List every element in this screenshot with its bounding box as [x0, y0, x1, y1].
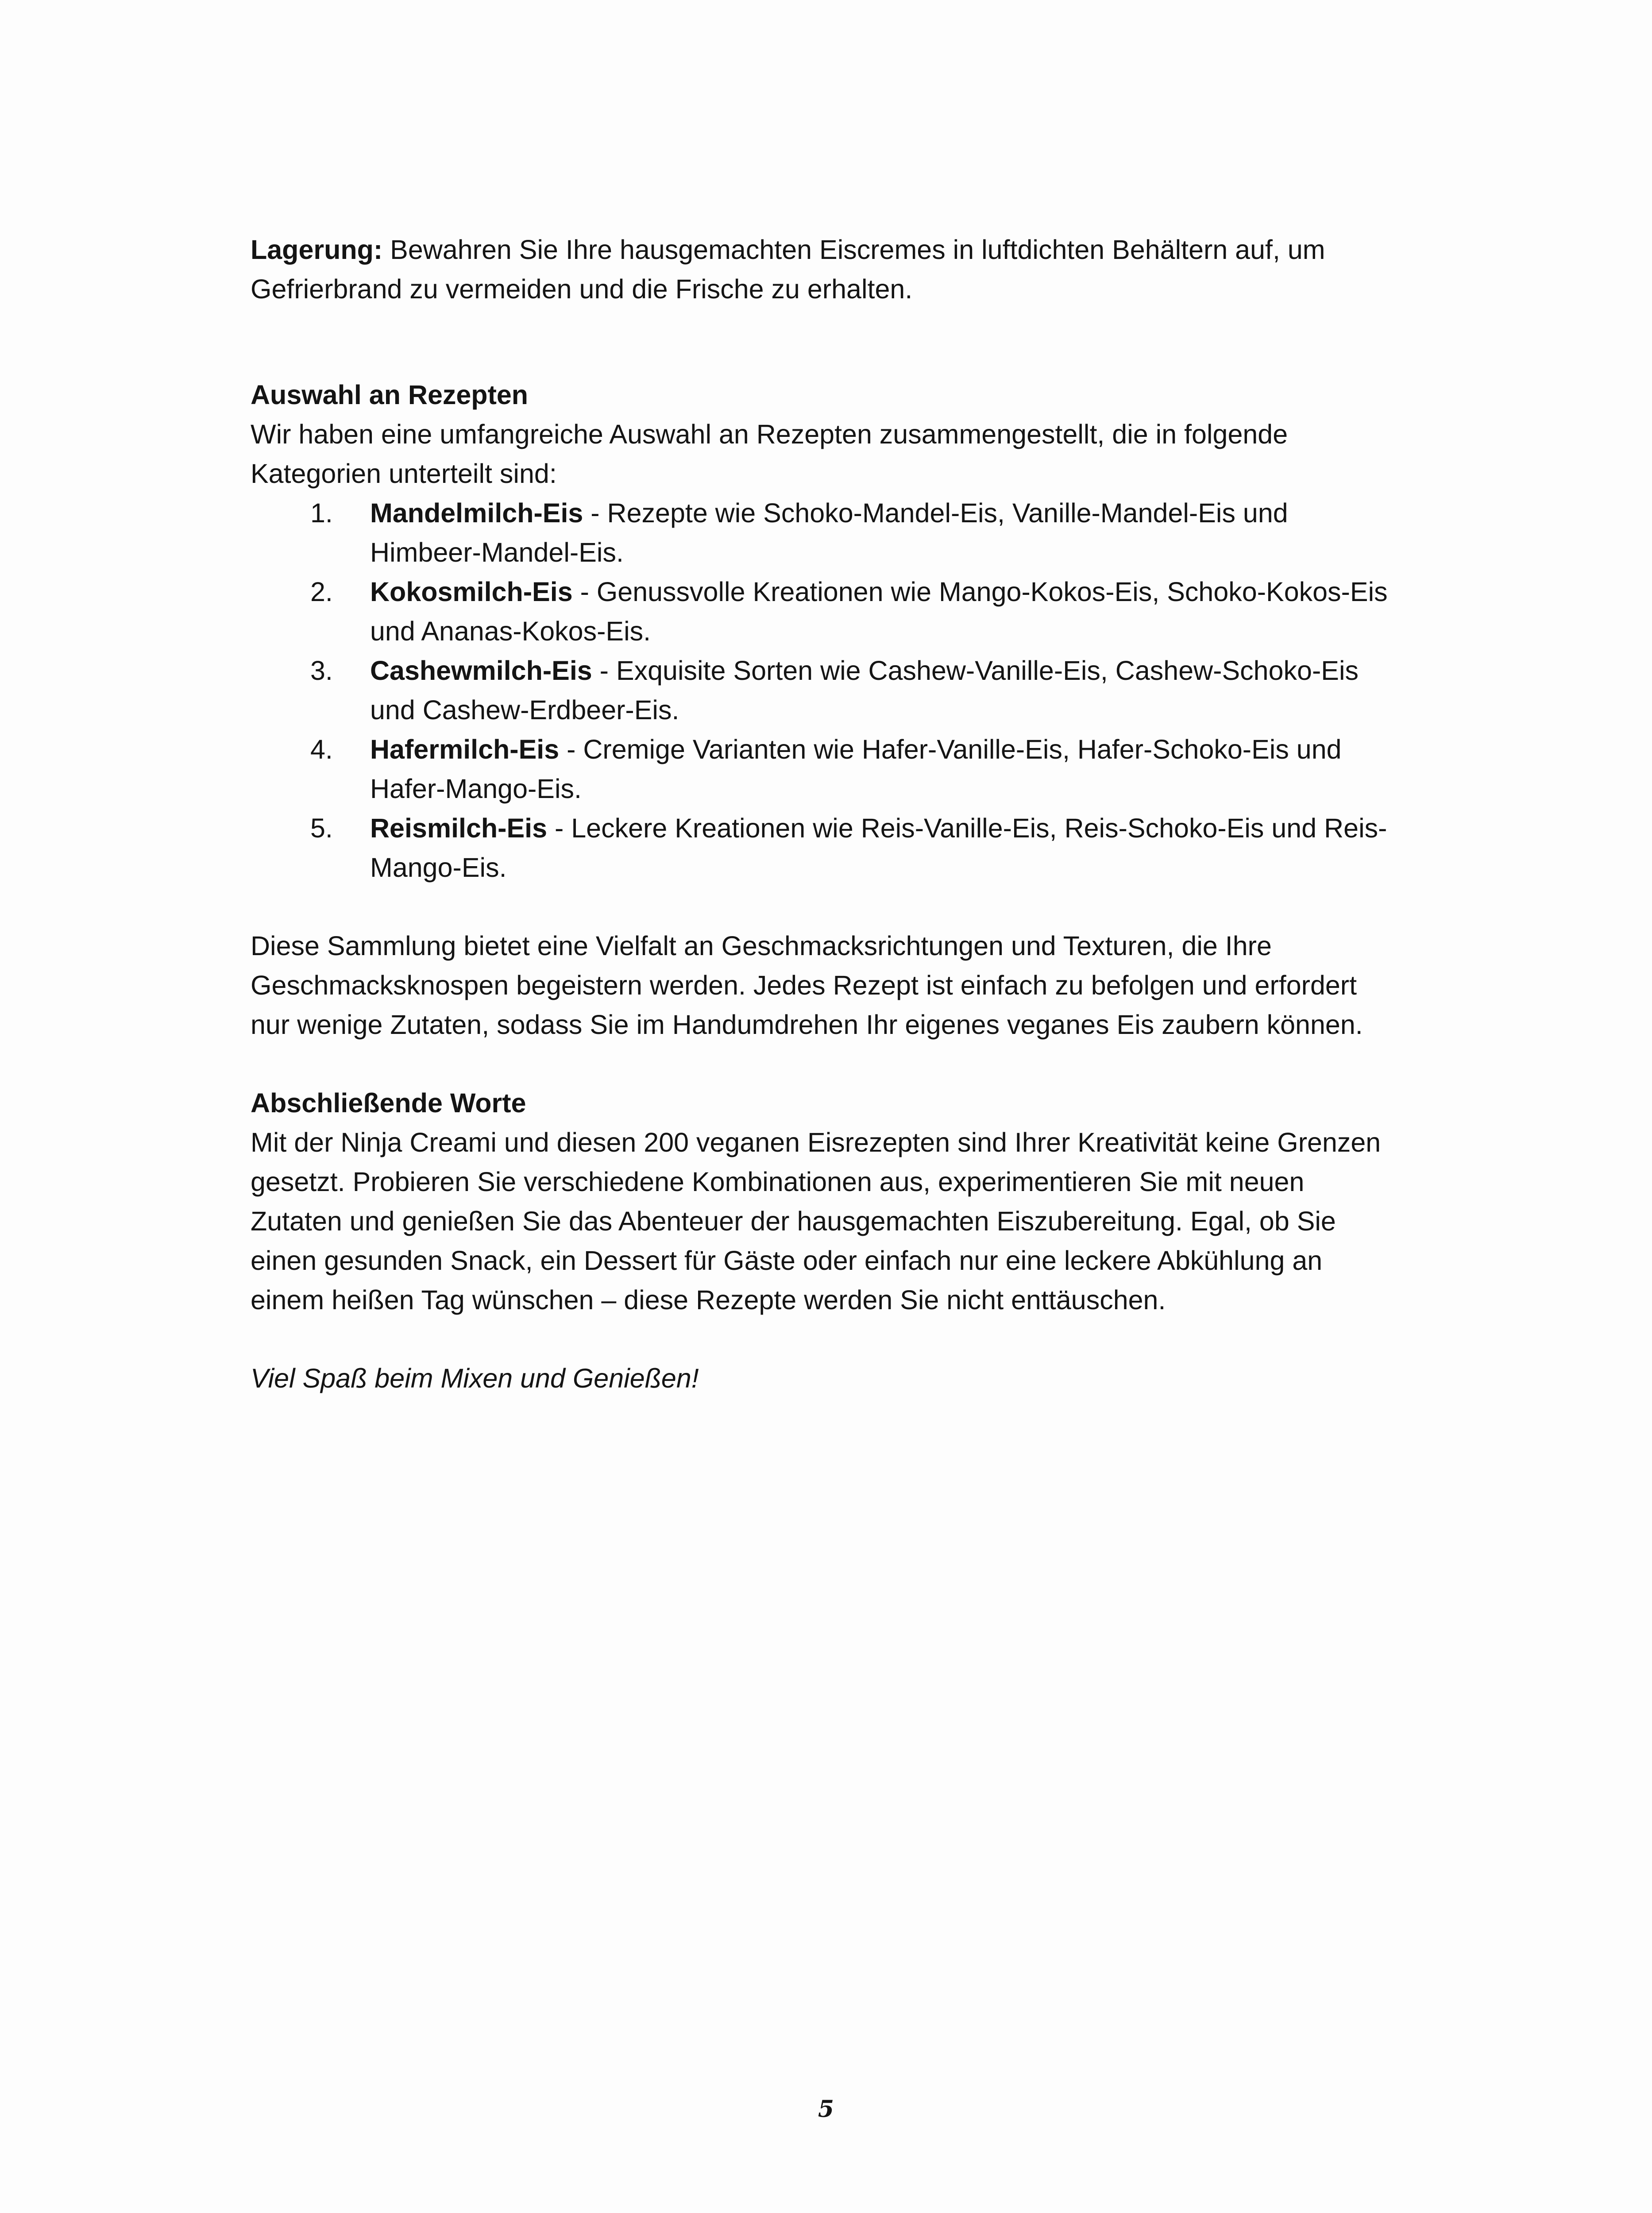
- page-content: [251, 230, 1401, 1398]
- list-item-text: - Cremige Varianten wie Hafer-Vanille-Eis, Hafer-Schoko-Eis und Hafer-Mango-Eis.: [370, 734, 1342, 804]
- list-item: [251, 651, 1401, 730]
- storage-paragraph: [251, 230, 1401, 309]
- page-number: 5: [818, 2096, 834, 2123]
- spacer: [251, 1045, 1401, 1083]
- storage-label: Lagerung:: [251, 235, 383, 265]
- spacer: [251, 887, 1401, 926]
- recipe-category-list: [251, 493, 1401, 887]
- list-item-number: 1.: [310, 498, 333, 528]
- recipes-summary: Diese Sammlung bietet eine Vielfalt an Geschmacksrichtungen und Texturen, die Ihre Geschmacksknospen begeistern werden. Jedes Rezept ist einfach zu befolgen und erfordert nur wenige Zutaten, sodass Sie im Handumdrehen Ihr eigenes veganes Eis zaubern können.: [251, 931, 1363, 1040]
- recipes-intro: Wir haben eine umfangreiche Auswahl an Rezepten zusammengestellt, die in folgende Kategorien unterteilt sind:: [251, 419, 1288, 489]
- closing-heading: Abschließende Worte: [251, 1088, 526, 1118]
- list-item-title: Kokosmilch-Eis: [370, 577, 573, 607]
- list-item: [251, 572, 1401, 651]
- list-item-text: - Exquisite Sorten wie Cashew-Vanille-Eis, Cashew-Schoko-Eis und Cashew-Erdbeer-Eis.: [370, 655, 1359, 725]
- list-item-number: 2.: [310, 577, 333, 607]
- list-item-text: - Genussvolle Kreationen wie Mango-Kokos-Eis, Schoko-Kokos-Eis und Ananas-Kokos-Eis.: [370, 577, 1388, 646]
- list-item: [251, 730, 1401, 809]
- list-item-text: - Rezepte wie Schoko-Mandel-Eis, Vanille-Mandel-Eis und Himbeer-Mandel-Eis.: [370, 498, 1288, 567]
- spacer: [251, 309, 1401, 375]
- list-item-title: Mandelmilch-Eis: [370, 498, 583, 528]
- list-item-text: - Leckere Kreationen wie Reis-Vanille-Eis, Reis-Schoko-Eis und Reis-Mango-Eis.: [370, 813, 1387, 883]
- list-item-number: 5.: [310, 813, 333, 843]
- list-item-title: Cashewmilch-Eis: [370, 655, 592, 686]
- list-item: [251, 809, 1401, 887]
- list-item-title: Hafermilch-Eis: [370, 734, 560, 764]
- spacer: [251, 1320, 1401, 1359]
- closing-text: Mit der Ninja Creami und diesen 200 veganen Eisrezepten sind Ihrer Kreativität keine Grenzen gesetzt. Probieren Sie verschiedene Kombinationen aus, experimentieren Sie mit neuen Zutaten und genießen Sie das Abenteuer der hausgemachten Eiszubereitung. Egal, ob Sie einen gesunden Snack, ein Dessert für Gäste oder einfach nur eine leckere Abkühlung an einem heißen Tag wünschen – diese Rezepte werden Sie nicht enttäuschen.: [251, 1127, 1381, 1315]
- list-item-title: Reismilch-Eis: [370, 813, 548, 843]
- list-item-number: 4.: [310, 734, 333, 764]
- list-item-number: 3.: [310, 655, 333, 686]
- storage-text: Bewahren Sie Ihre hausgemachten Eiscremes in luftdichten Behältern auf, um Gefrierbrand zu vermeiden und die Frische zu erhalten.: [251, 235, 1325, 304]
- closing-signoff: Viel Spaß beim Mixen und Genießen!: [251, 1363, 699, 1393]
- list-item: [251, 493, 1401, 572]
- recipes-heading: Auswahl an Rezepten: [251, 380, 529, 410]
